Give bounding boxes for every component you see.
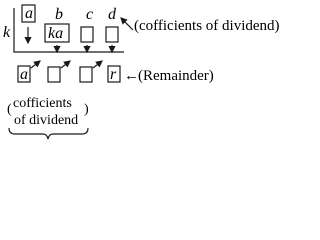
remainder-annotation: (Remainder) bbox=[138, 68, 214, 84]
coefficient-d: d bbox=[108, 6, 116, 23]
divisor-label: k bbox=[3, 24, 11, 41]
underbrace bbox=[9, 128, 88, 139]
coefficients-annotation: (cofficients of dividend) bbox=[134, 18, 280, 34]
bracket-note-close-paren: ) bbox=[84, 102, 89, 117]
coefficient-a: a bbox=[25, 5, 33, 22]
remainder-r: r bbox=[110, 66, 117, 83]
product-ka: ka bbox=[48, 25, 64, 42]
product-box-3 bbox=[106, 27, 118, 42]
result-box-2 bbox=[48, 67, 60, 82]
coefficient-c: c bbox=[86, 6, 94, 23]
product-box-2 bbox=[81, 27, 93, 42]
bracket-note-open-paren: ( bbox=[7, 102, 12, 117]
coefficient-b: b bbox=[55, 6, 63, 23]
bracket-note-line1: cofficients bbox=[13, 96, 72, 111]
coefficients-pointer-arrow bbox=[121, 18, 133, 30]
bracket-note-line2: of dividend bbox=[14, 113, 79, 128]
result-box-3 bbox=[80, 67, 92, 82]
multiply-arrow-3 bbox=[93, 61, 102, 68]
result-a: a bbox=[20, 66, 28, 83]
remainder-arrow: ← bbox=[124, 68, 139, 84]
multiply-arrow-1 bbox=[31, 61, 40, 68]
multiply-arrow-2 bbox=[61, 61, 70, 68]
